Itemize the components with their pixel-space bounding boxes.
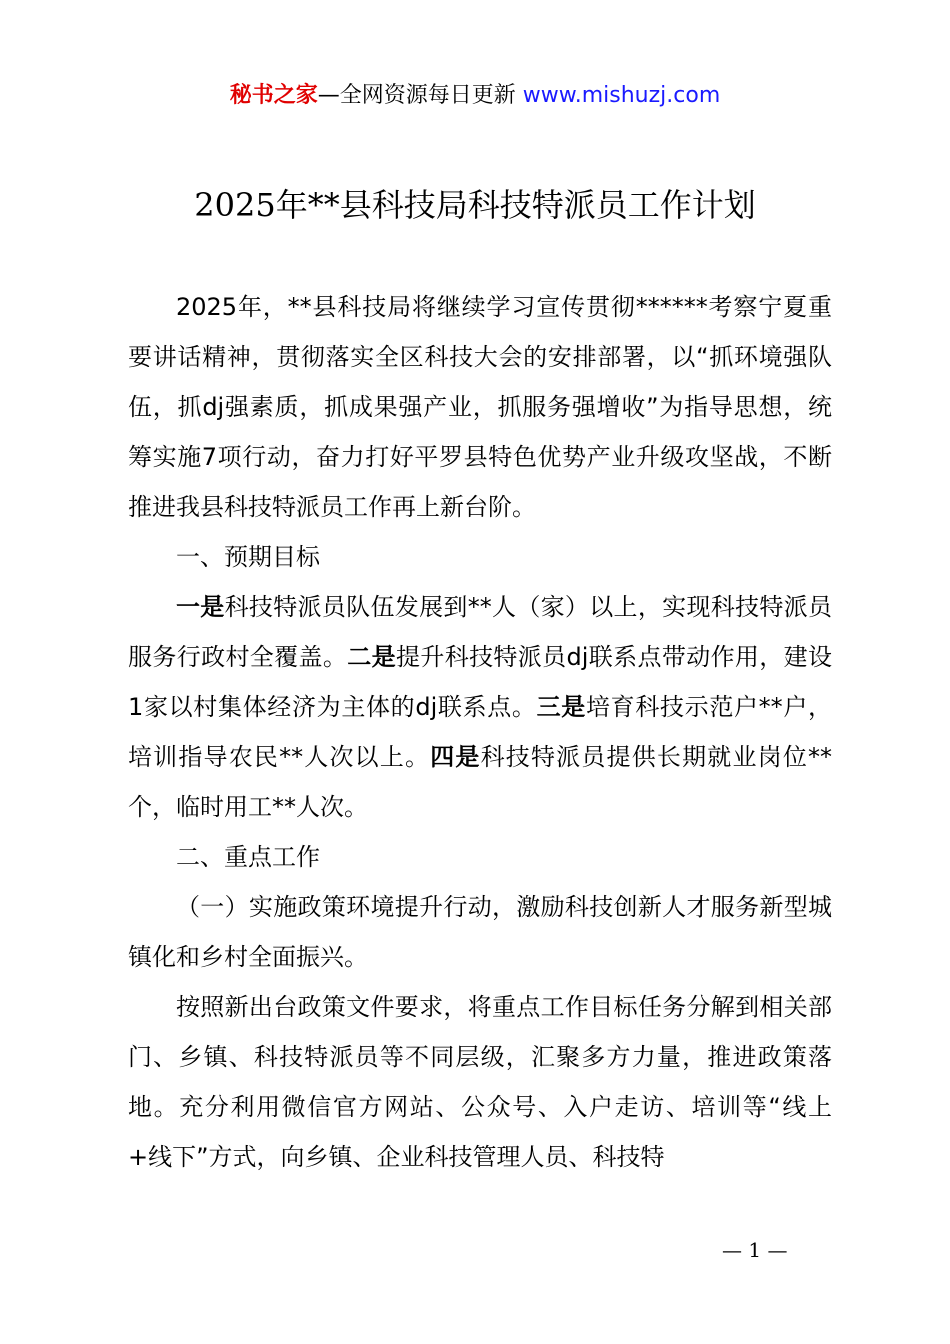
intro-paragraph: 2025年，**县科技局将继续学习宣传贯彻******考察宁夏重要讲话精神，贯彻落实全区科技大会的安排部署，以“抓环境强队伍，抓dj强素质，抓成果强产业，抓服务强增收”为指导思想，统筹实施7项行动，奋力打好平罗县特色优势产业升级攻坚战，不断推进我县科技特派员工作再上新台阶。 <box>128 293 832 521</box>
site-tagline: —全网资源每日更新 <box>317 83 516 108</box>
subsection-heading: （一）实施政策环境提升行动，激励科技创新人才服务新型城镇化和乡村全面振兴。 <box>128 893 832 971</box>
goal-text: 科技特派员队伍发展到**人（家）以上，实现科技特派员服务行政村全覆盖。 <box>128 593 833 671</box>
site-header <box>0 80 950 112</box>
body-paragraph: 按照新出台政策文件要求，将重点工作目标任务分解到相关部门、乡镇、科技特派员等不同层级，汇聚多方力量，推进政策落地。充分利用微信官方网站、公众号、入户走访、培训等“线上+线下”方式，向乡镇、企业科技管理人员、科技特 <box>128 993 832 1171</box>
goal-lead: 一是 <box>176 593 225 621</box>
goal-text: 培育科技示范户**户，培训指导农民**人次以上。 <box>128 693 833 771</box>
goal-text: 提升科技特派员dj联系点带动作用，建设1家以村集体经济为主体的dj联系点。 <box>128 643 833 721</box>
goal-lead: 四是 <box>430 743 481 771</box>
section-heading-key-work: 二、重点工作 <box>176 843 320 871</box>
goal-text: 科技特派员提供长期就业岗位**个，临时用工**人次。 <box>128 743 833 821</box>
page-number: — 1 — <box>722 1238 788 1262</box>
document-title: 2025年**县科技局科技特派员工作计划 <box>194 186 756 224</box>
document-body <box>128 282 832 1182</box>
site-url-link[interactable]: www.mishuzj.com <box>522 83 721 108</box>
goal-lead: 二是 <box>347 643 396 671</box>
section-heading-goals: 一、预期目标 <box>176 543 320 571</box>
goals-paragraph <box>128 582 832 832</box>
goal-lead: 三是 <box>536 693 586 721</box>
site-brand: 秘书之家 <box>229 83 318 108</box>
